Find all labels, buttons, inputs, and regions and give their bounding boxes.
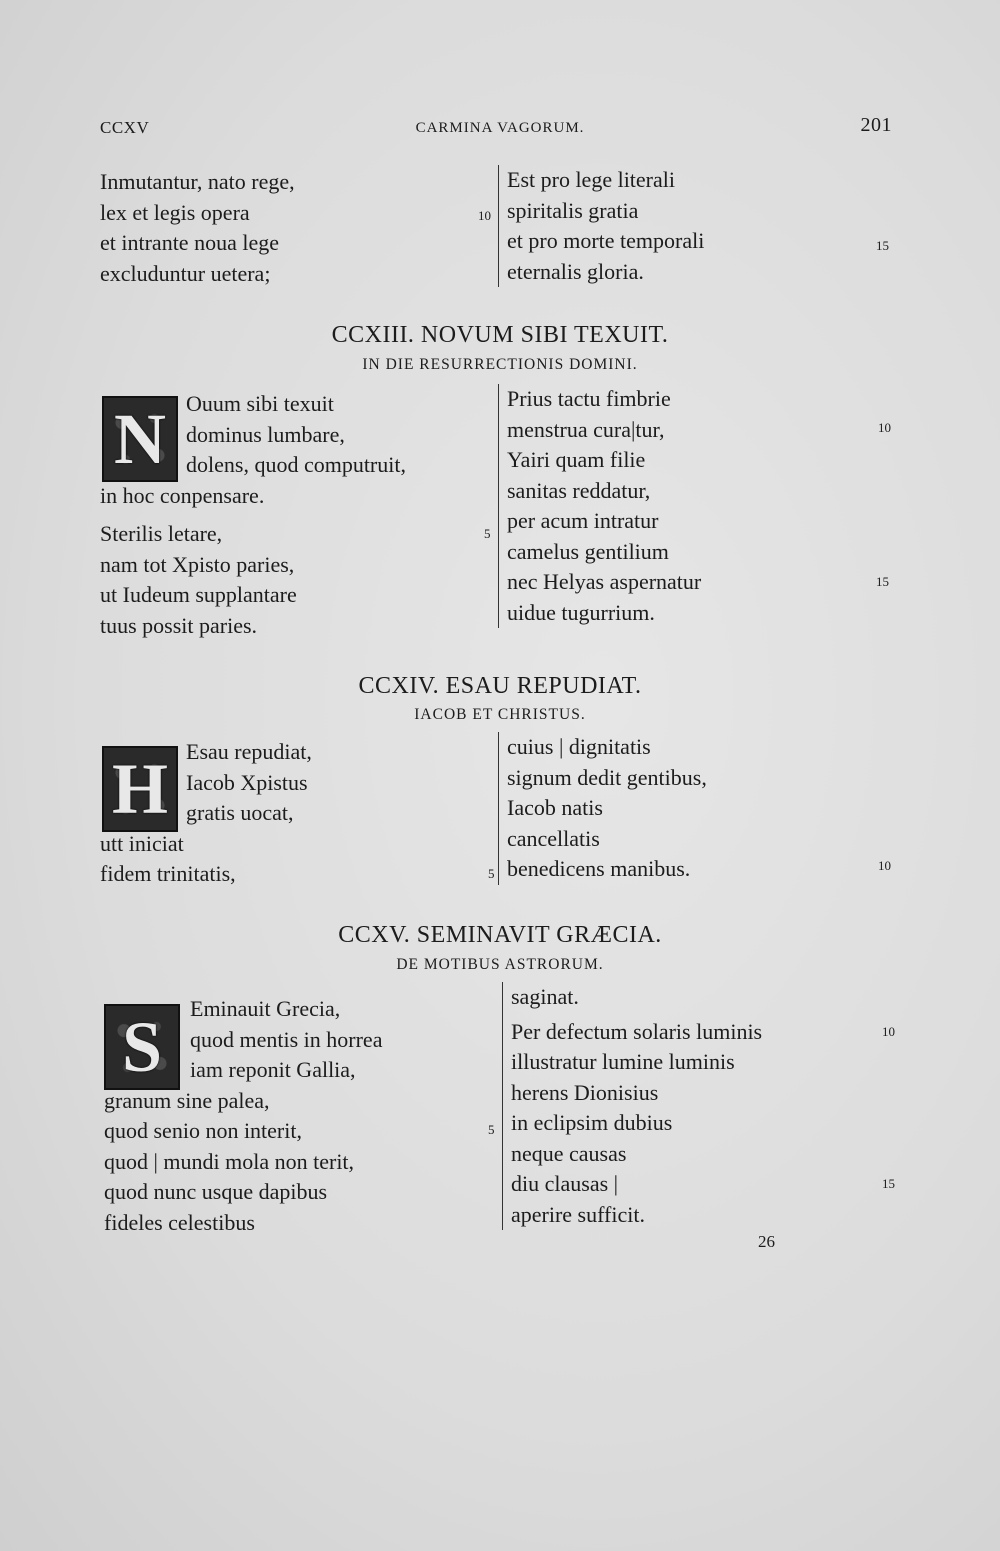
line-number: 10 bbox=[478, 208, 491, 223]
poem-title: CCXIII. NOVUM SIBI TEXUIT. bbox=[331, 322, 669, 348]
verse-line: et pro morte temporali bbox=[507, 228, 705, 253]
line-number: 5 bbox=[484, 526, 491, 541]
verse-line: Yairi quam filie bbox=[507, 447, 646, 472]
verse-line: quod senio non interit, bbox=[104, 1118, 302, 1143]
line-number: 15 bbox=[876, 238, 889, 253]
poem-right-column bbox=[502, 982, 762, 1230]
verse-line: lex et legis opera bbox=[100, 199, 250, 225]
verse-line: Est pro lege literali bbox=[507, 167, 675, 192]
drop-cap-initial: S bbox=[104, 1004, 180, 1090]
poem-left-column bbox=[104, 994, 494, 1238]
verse-line: Esau repudiat, bbox=[186, 739, 312, 764]
verse-line: aperire sufficit. bbox=[511, 1201, 645, 1227]
verse-line: in eclipsim dubius bbox=[511, 1110, 673, 1135]
verse-line: quod nunc usque dapibus bbox=[104, 1179, 328, 1204]
verse-line: menstrua cura|tur, bbox=[507, 416, 665, 442]
verse-line: fidem trinitatis, bbox=[100, 861, 236, 886]
line-number: 15 bbox=[882, 1176, 895, 1191]
verse-line: nec Helyas aspernatur bbox=[507, 569, 702, 594]
verse-line: camelus gentilium bbox=[507, 538, 669, 564]
verse-line: neque causas bbox=[511, 1140, 627, 1166]
verse-line: Iacob natis bbox=[507, 795, 603, 820]
verse-line: nam tot Xpisto paries, bbox=[100, 551, 295, 577]
poem-title: CCXV. SEMINAVIT GRÆCIA. bbox=[338, 922, 662, 948]
page-number: 201 bbox=[860, 114, 892, 136]
top-right-column bbox=[498, 165, 704, 287]
poem-right-column bbox=[498, 384, 701, 628]
verse-line: in hoc conpensare. bbox=[100, 482, 265, 508]
verse-line: Inmutantur, nato rege, bbox=[100, 169, 295, 194]
verse-line: spiritalis gratia bbox=[507, 197, 639, 223]
verse-line: Eminauit Grecia, bbox=[190, 996, 341, 1021]
running-head-title: CARMINA VAGORUM. bbox=[415, 120, 585, 136]
poem-right-column bbox=[498, 732, 707, 885]
verse-line: utt iniciat bbox=[100, 830, 184, 856]
top-left-column bbox=[100, 167, 490, 289]
drop-cap-initial: N bbox=[102, 396, 178, 482]
verse-line: iam reponit Gallia, bbox=[190, 1057, 356, 1082]
line-number: 10 bbox=[882, 1024, 895, 1039]
verse-line: Sterilis letare, bbox=[100, 521, 223, 546]
verse-line: et intrante noua lege bbox=[100, 230, 279, 255]
poem-title: CCXIV. ESAU REPUDIAT. bbox=[358, 673, 642, 699]
poem-subtitle: IACOB ET CHRISTUS. bbox=[414, 706, 586, 723]
verse-line: gratis uocat, bbox=[186, 800, 294, 825]
poem-left-column bbox=[100, 389, 490, 641]
verse-line: illustratur lumine luminis bbox=[511, 1049, 735, 1074]
verse-line: Prius tactu fimbrie bbox=[507, 386, 671, 411]
verse-line: diu clausas | bbox=[511, 1171, 619, 1196]
verse-line: dominus lumbare, bbox=[186, 421, 345, 447]
verse-line: Ouum sibi texuit bbox=[186, 391, 334, 416]
line-number: 5 bbox=[488, 866, 495, 881]
drop-cap-initial: H bbox=[102, 746, 178, 832]
line-number: 5 bbox=[488, 1122, 495, 1137]
verse-line: sanitas reddatur, bbox=[507, 477, 651, 503]
verse-line: signum dedit gentibus, bbox=[507, 764, 707, 790]
poem-subtitle: DE MOTIBUS ASTRORUM. bbox=[396, 956, 604, 973]
verse-line: quod | mundi mola non terit, bbox=[104, 1148, 355, 1174]
verse-line: uidue tugurrium. bbox=[507, 599, 655, 625]
verse-line: cancellatis bbox=[507, 825, 600, 851]
verse-line: per acum intratur bbox=[507, 508, 659, 533]
verse-line: cuius | dignitatis bbox=[507, 734, 651, 759]
verse-line: herens Dionisius bbox=[511, 1079, 659, 1105]
verse-line: granum sine palea, bbox=[104, 1087, 270, 1113]
verse-line: excluduntur uetera; bbox=[100, 260, 271, 286]
verse-line: dolens, quod computruit, bbox=[186, 452, 406, 477]
verse-line: ut Iudeum supplantare bbox=[100, 582, 297, 607]
verse-line: quod mentis in horrea bbox=[190, 1026, 383, 1052]
verse-line: tuus possit paries. bbox=[100, 612, 258, 638]
verse-line: Per defectum solaris luminis bbox=[511, 1018, 763, 1044]
verse-line: eternalis gloria. bbox=[507, 258, 644, 284]
line-number: 10 bbox=[878, 858, 891, 873]
poem-subtitle: IN DIE RESURRECTIONIS DOMINI. bbox=[362, 356, 638, 373]
verse-line: fideles celestibus bbox=[104, 1209, 255, 1235]
verse-line: benedicens manibus. bbox=[507, 856, 691, 881]
verse-line: saginat. bbox=[511, 984, 579, 1009]
poem-left-column bbox=[100, 737, 490, 890]
line-number: 10 bbox=[878, 420, 891, 435]
running-head-left: CCXV bbox=[100, 118, 150, 137]
verse-line: Iacob Xpistus bbox=[186, 769, 308, 795]
line-number: 15 bbox=[876, 574, 889, 589]
signature-mark: 26 bbox=[758, 1232, 775, 1251]
